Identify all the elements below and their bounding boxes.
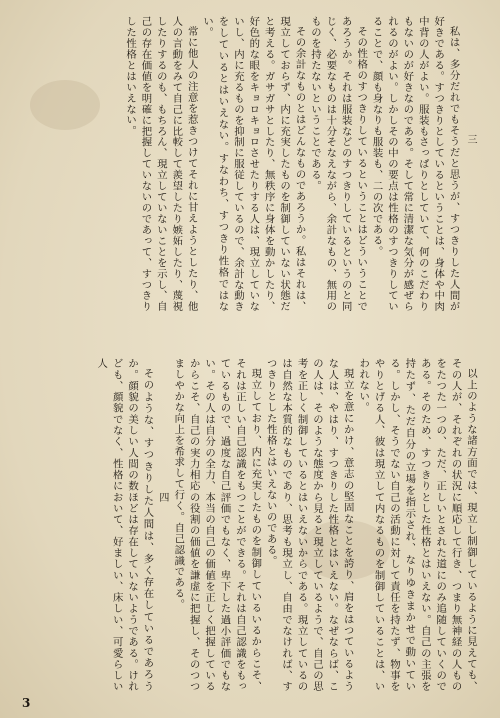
paragraph: 私は、多分だれでもそうだと思うが、すつきりした人間が好きである。すつきりとしているということは、身体や中肉中背の人がよい。服装もさっぱりとしていて、何のこだわりもないのが好きなのである。そして常に清潔な気分が感ぜられるのがよい。しかしその中の要点は性格のすつきりしていることで、顔も身なりも服装も、二の次である。: [370, 16, 460, 312]
paragraph: 常に他人の注意を惹きつけてそれに甘えようとしたり、他人の言動をみて自己に比較して羨望したり嫉妬したり、蔑視したりするのも、もちろん、現立していないことを示し、自己の存在価値を明確に把握していないのであって、すつきりした性格とはいえない。: [124, 16, 198, 312]
paragraph: 現立を意にかけ、意志の堅固なことを誇り、肩をはつているような人は、やはり、すつきりした性格とはいえない。なぜならば、この人は、そのような態度から見ると現立しているようで、自己の思考を正しく制御しているとはいえないからである。現立しているのは自然な本質的なものであり、思考も現立し、自由でなければ、すつきりとした性格とはいえないのである。: [264, 358, 354, 692]
section-three-text: [46, 16, 478, 312]
section-four-text: [46, 358, 478, 692]
paragraph: その余計なものとはどんなものであろうか。私はそれは、現立しておらず、内に充実したものを制御していない状態だと考える。ガサガサとしたり、無秩序に身体を動かしたり、好色的な眼をキョロキョロさせたりする人は、現立していないし、内に充るものを抑制に服従しているので、余計な動きをしているとはいえない。すなわち、すつきり性格ではない。: [201, 16, 306, 312]
page-number: 3: [22, 696, 31, 710]
section-number: 三: [465, 134, 476, 145]
paragraph: そのような、すつきりした人間は、多く存在しているであろうか。顔貌の美しい人間の数ほどは存在していないようである。けれども、顔貌でなく、性格において、好ましい、床しい、可愛らしい人: [95, 358, 154, 692]
paragraph: 以上のような諸方面では、現立し制御しているように見えても、その人が、それぞれの状況に順応して行き、つまり無神経の人ものをたつた一つの、ただ、正しいとされた道にのみ追随していくのである。そのため、すつきりとした性格とはいえない。自己の主張を持たず、ただ自分の立場を指示され、なりゆきまかせで動いている。しかし、そうでない自己の活動に対して責任を持たず、物事をやりとげる人、彼は現立して内なるものを制御していることは、いわれない。: [357, 358, 477, 692]
paragraph: 現立しており、内に充実したものを制御しているいるからこそ、それは正しい自己認識をもつことができる。それは自己認識をもっているもので、過度な自己評価でもなく、卑下した過小評価でもない。その人は自分の全力、本当の自己の価値を正しく把握しているからこそ、自己の実力相応の役割の価値を謙虚に把握し、そのつつましやかな向上を希求して行く。自己認識である。: [172, 358, 262, 692]
paragraph: その性格のすつきりしているということはどういうことであろうか。それは服装などのすつきりしているというのと同じく、必要なものは十分そなえながら、余計なもの、無用のものを持たないということである。: [308, 16, 368, 312]
section-number: 四: [156, 492, 168, 503]
